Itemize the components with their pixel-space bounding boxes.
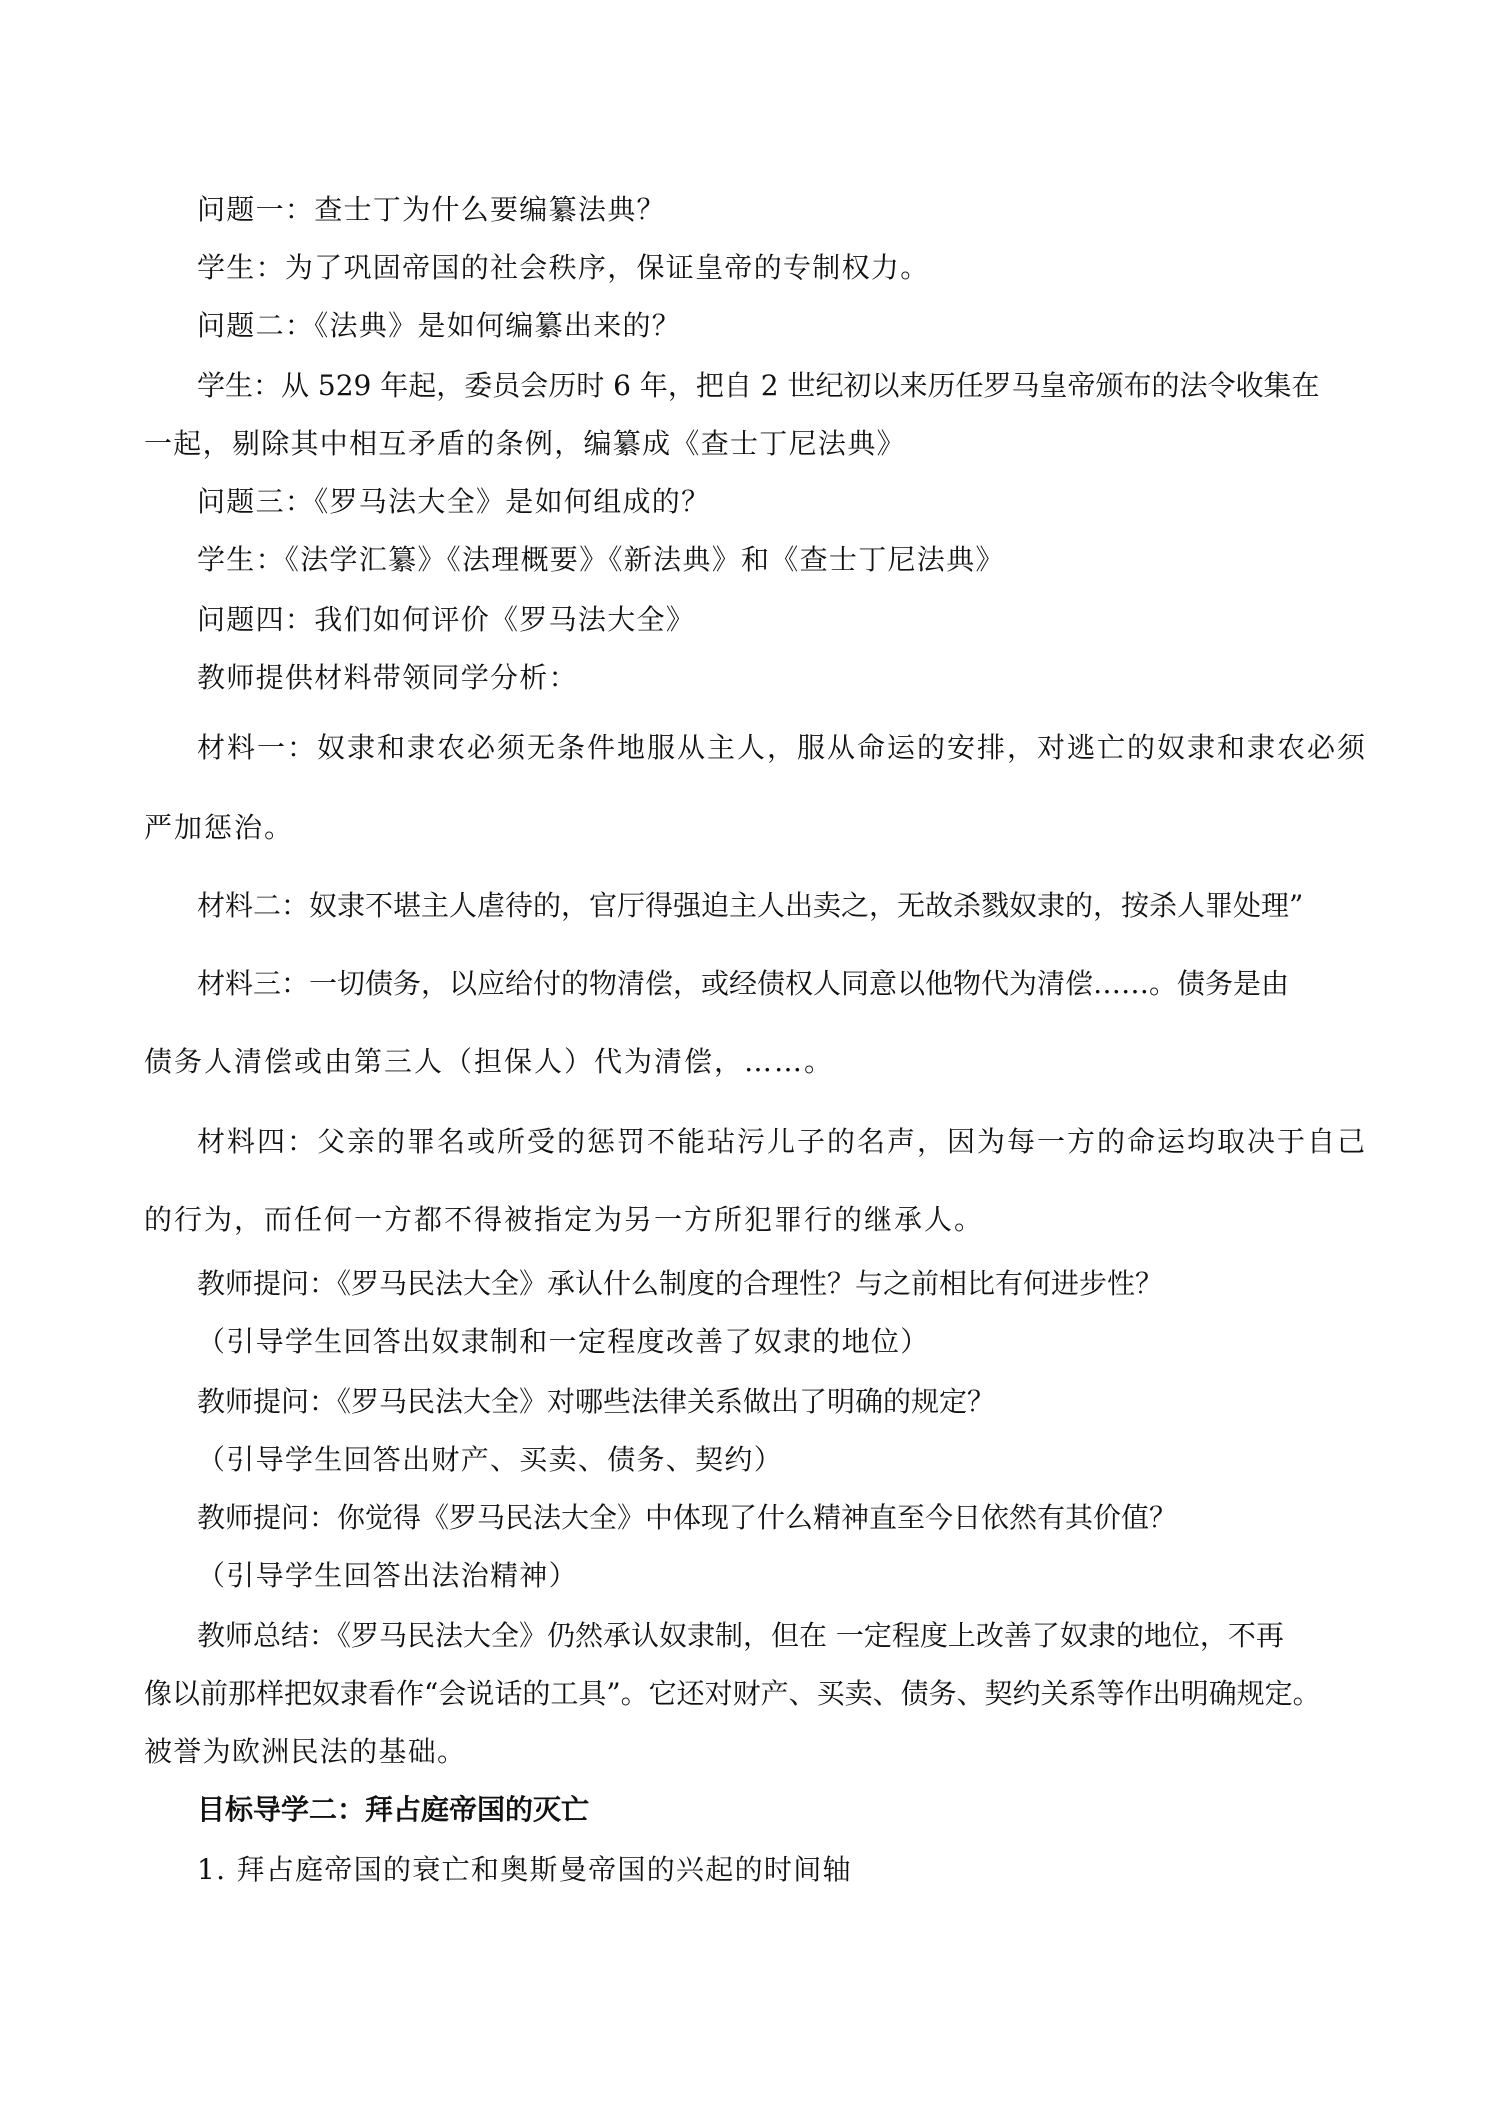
guidance-3: （引导学生回答出法治精神） — [197, 1559, 578, 1592]
teacher-summary-line-3: 被誉为欧洲民法的基础。 — [144, 1735, 467, 1768]
teacher-question-3: 教师提问：你觉得《罗马民法大全》中体现了什么精神直至今日依然有其价值？ — [197, 1501, 1178, 1534]
teacher-summary-line-2: 像以前那样把奴隶看作“会说话的工具”。它还对财产、买卖、债务、契约关系等作出明确规定。 — [144, 1677, 1321, 1710]
question-4: 问题四：我们如何评价《罗马法大全》 — [197, 603, 696, 636]
section-heading: 目标导学二：拜占庭帝国的灭亡 — [197, 1793, 590, 1826]
material-3-line-2: 债务人清偿或由第三人（担保人）代为清偿，……。 — [144, 1045, 835, 1078]
teacher-question-1: 教师提问：《罗马民法大全》承认什么制度的合理性？与之前相比有何进步性？ — [197, 1267, 1164, 1300]
material-1-line-2: 严加惩治。 — [144, 811, 295, 844]
question-1: 问题一：查士丁为什么要编纂法典？ — [197, 193, 666, 226]
material-2: 材料二：奴隶不堪主人虐待的，官厅得强迫主人出卖之，无故杀戮奴隶的，按杀人罪处理” — [197, 889, 1304, 922]
guidance-1: （引导学生回答出奴隶制和一定程度改善了奴隶的地位） — [197, 1325, 930, 1358]
question-2: 问题二：《法典》是如何编纂出来的？ — [197, 309, 682, 342]
teacher-intro: 教师提供材料带领同学分析： — [197, 661, 578, 694]
list-item-1: 1. 拜占庭帝国的衰亡和奥斯曼帝国的兴起的时间轴 — [197, 1853, 852, 1886]
teacher-summary-line-1: 教师总结：《罗马民法大全》仍然承认奴隶制，但在 一定程度上改善了奴隶的地位，不再 — [197, 1619, 1284, 1652]
answer-1: 学生：为了巩固帝国的社会秩序，保证皇帝的专制权力。 — [197, 251, 930, 284]
material-3-line-1: 材料三：一切债务，以应给付的物清偿，或经债权人同意以他物代为清偿……。债务是由 — [197, 967, 1290, 1000]
answer-2-line-1: 学生：从 529 年起，委员会历时 6 年，把自 2 世纪初以来历任罗马皇帝颁布的法令收集在 — [197, 369, 1320, 402]
guidance-2: （引导学生回答出财产、买卖、债务、契约） — [197, 1443, 784, 1476]
answer-3: 学生：《法学汇纂》《法理概要》《新法典》和《查士丁尼法典》 — [197, 543, 1005, 576]
question-3: 问题三：《罗马法大全》是如何组成的？ — [197, 485, 711, 518]
material-4-line-2: 的行为，而任何一方都不得被指定为另一方所犯罪行的继承人。 — [144, 1203, 985, 1236]
answer-2-line-2: 一起，剔除其中相互矛盾的条例，编纂成《查士丁尼法典》 — [144, 427, 906, 460]
material-1-line-1: 材料一：奴隶和隶农必须无条件地服从主人，服从命运的安排，对逃亡的奴隶和隶农必须 — [197, 731, 1368, 764]
teacher-question-2: 教师提问：《罗马民法大全》对哪些法律关系做出了明确的规定？ — [197, 1385, 996, 1418]
material-4-line-1: 材料四：父亲的罪名或所受的惩罚不能玷污儿子的名声，因为每一方的命运均取决于自己 — [197, 1125, 1368, 1158]
